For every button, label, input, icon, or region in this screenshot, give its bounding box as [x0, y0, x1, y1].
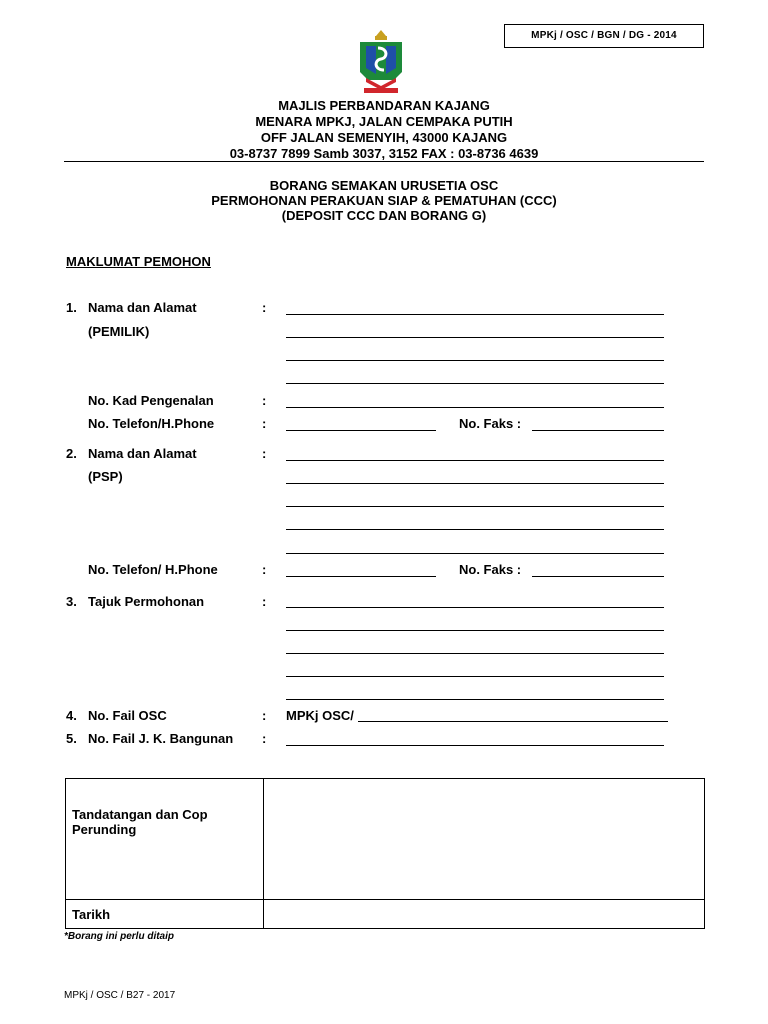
psp-address-line-2[interactable] — [286, 529, 664, 530]
osc-file-label: No. Fail OSC — [88, 708, 167, 723]
psp-address-line-1[interactable] — [286, 506, 664, 507]
date-field[interactable] — [264, 900, 705, 929]
jkb-file-label: No. Fail J. K. Bangunan — [88, 731, 234, 746]
psp-sublabel: (PSP) — [88, 469, 123, 484]
address-line-1: MENARA MPKJ, JALAN CEMPAKA PUTIH — [255, 114, 513, 129]
owner-address-line-1[interactable] — [286, 360, 664, 361]
owner-phone-field[interactable] — [286, 430, 436, 431]
owner-name-label: Nama dan Alamat — [88, 300, 197, 315]
mpkj-crest-icon — [354, 28, 408, 98]
colon: : — [262, 393, 267, 408]
ic-label: No. Kad Pengenalan — [88, 393, 214, 408]
item-number: 4. — [66, 708, 77, 723]
owner-phone-label: No. Telefon/H.Phone — [88, 416, 215, 431]
owner-name-line-2[interactable] — [286, 337, 664, 338]
application-title-line-2[interactable] — [286, 630, 664, 631]
colon: : — [262, 562, 267, 577]
psp-fax-field[interactable] — [532, 576, 664, 577]
typing-note: *Borang ini perlu ditaip — [64, 931, 175, 942]
application-title-line-1[interactable] — [286, 607, 664, 608]
section-title: MAKLUMAT PEMOHON — [66, 254, 211, 269]
psp-fax-label: No. Faks : — [459, 562, 522, 577]
jkb-file-field[interactable] — [286, 745, 664, 746]
colon: : — [262, 300, 267, 315]
item-number: 1. — [66, 300, 77, 315]
signature-label: Tandatangan dan Cop Perunding — [72, 807, 208, 837]
osc-file-field[interactable] — [358, 721, 668, 722]
owner-fax-field[interactable] — [532, 430, 664, 431]
signature-field[interactable] — [264, 779, 705, 900]
form-title-line-2: PERMOHONAN PERAKUAN SIAP & PEMATUHAN (CCC) — [211, 193, 557, 208]
psp-address-line-3[interactable] — [286, 553, 664, 554]
psp-name-line-2[interactable] — [286, 483, 664, 484]
signature-label-cell — [66, 779, 264, 900]
owner-address-line-2[interactable] — [286, 383, 664, 384]
application-title-line-5[interactable] — [286, 699, 664, 700]
org-name: MAJLIS PERBANDARAN KAJANG — [278, 98, 490, 113]
contact-line: 03-8737 7899 Samb 3037, 3152 FAX : 03-8736 4639 — [229, 146, 539, 161]
ic-field[interactable] — [286, 407, 664, 408]
colon: : — [262, 594, 267, 609]
footer-code: MPKj / OSC / B27 - 2017 — [64, 990, 176, 1001]
application-title-line-4[interactable] — [286, 676, 664, 677]
application-title-line-3[interactable] — [286, 653, 664, 654]
colon: : — [262, 731, 267, 746]
address-line-2: OFF JALAN SEMENYIH, 43000 KAJANG — [260, 130, 508, 145]
osc-file-prefix: MPKj OSC/ — [286, 708, 354, 723]
owner-sublabel: (PEMILIK) — [88, 324, 150, 339]
psp-phone-field[interactable] — [286, 576, 436, 577]
form-title-line-1: BORANG SEMAKAN URUSETIA OSC — [269, 178, 499, 193]
application-title-label: Tajuk Permohonan — [88, 594, 205, 609]
psp-name-line-1[interactable] — [286, 460, 664, 461]
colon: : — [262, 446, 267, 461]
signature-table — [65, 778, 705, 929]
item-number: 2. — [66, 446, 77, 461]
colon: : — [262, 708, 267, 723]
colon: : — [262, 416, 267, 431]
form-title-line-3: (DEPOSIT CCC DAN BORANG G) — [281, 208, 487, 223]
date-label: Tarikh — [72, 907, 111, 922]
reference-code-box: MPKj / OSC / BGN / DG - 2014 — [504, 24, 704, 48]
item-number: 5. — [66, 731, 77, 746]
date-label-cell — [66, 900, 264, 929]
psp-phone-label: No. Telefon/ H.Phone — [88, 562, 218, 577]
owner-fax-label: No. Faks : — [459, 416, 522, 431]
owner-name-line-1[interactable] — [286, 314, 664, 315]
psp-name-label: Nama dan Alamat — [88, 446, 197, 461]
header-divider — [64, 161, 704, 162]
item-number: 3. — [66, 594, 77, 609]
